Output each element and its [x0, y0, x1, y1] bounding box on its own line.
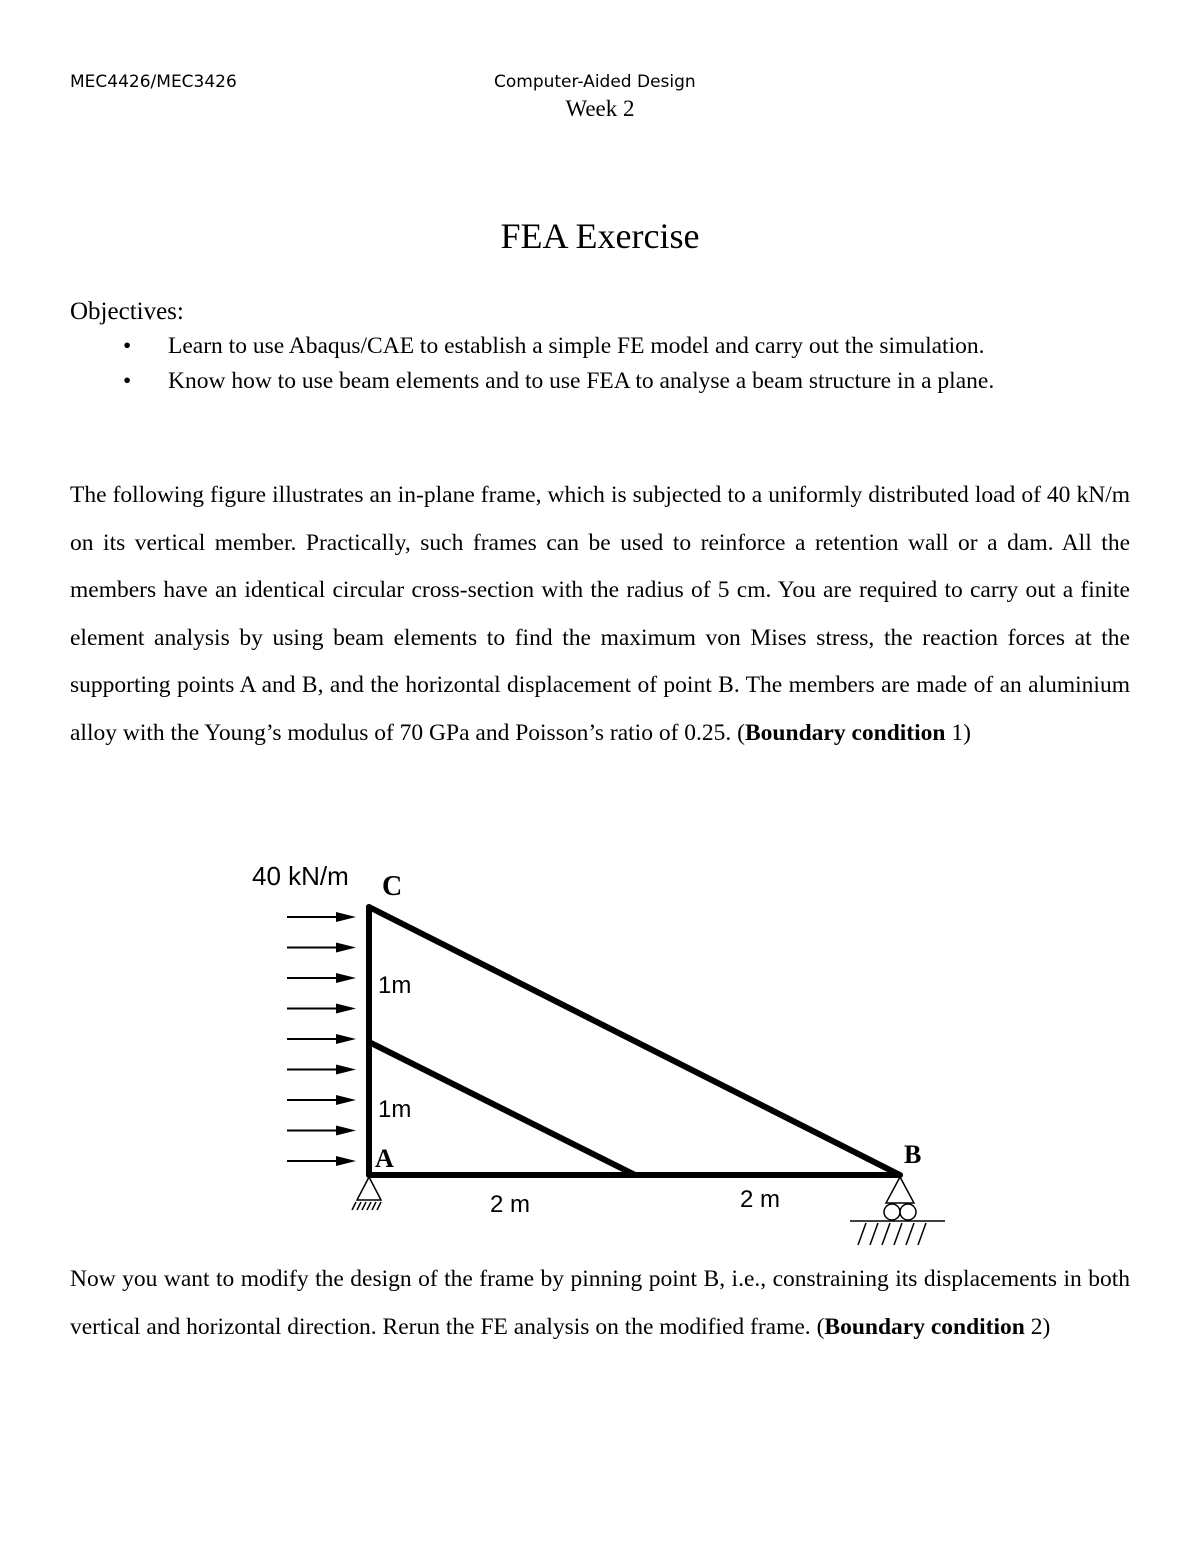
- list-item-text: Learn to use Abaqus/CAE to establish a simple FE model and carry out the simulation.: [168, 333, 985, 359]
- load-arrow-head-icon: [336, 1034, 356, 1044]
- course-code: MEC4426/MEC3426: [70, 72, 237, 92]
- load-arrow-head-icon: [336, 1065, 356, 1075]
- distributed-load-arrows: [287, 912, 356, 1166]
- upper-segment-length: 1m: [378, 972, 412, 999]
- bc-number: 2): [1024, 1313, 1051, 1340]
- load-arrow-head-icon: [336, 943, 356, 953]
- paragraph-text: The following figure illustrates an in-plane frame, which is subjected to a uniformly distributed load of 40 kN/m on its vertical member. Practically, such frames can be used to reinforce a retention wall or a dam. All the members have an identical circular cross-section with the radius of 5 cm. You are required to carry out a finite element analysis by using beam elements to find the maximum von Mises stress, the reaction forces at the supporting points A and B, and the horizontal displacement of point B. The members are made of an aluminium alloy with the Young’s modulus of 70 GPa and Poisson’s ratio of 0.25.: [70, 482, 1130, 746]
- load-arrow-head-icon: [336, 1004, 356, 1014]
- load-arrow-head-icon: [336, 1095, 356, 1105]
- subject: Computer-Aided Design: [494, 72, 696, 92]
- paragraph-text: Now you want to modify the design of the frame by pinning point B, i.e., constraining its displacements in both vertical and horizontal direction. Rerun the FE analysis on the modified frame.: [70, 1266, 1130, 1340]
- bc-label: Boundary condition: [745, 719, 946, 746]
- roller-support-b: [850, 1177, 945, 1245]
- list-item-text: Know how to use beam elements and to use FEA to analyse a beam structure in a plane.: [168, 368, 995, 394]
- week: Week 2: [565, 96, 635, 121]
- left-span-length: 2 m: [490, 1191, 531, 1218]
- objectives-heading: Objectives:: [70, 298, 184, 325]
- list-item: • Learn to use Abaqus/CAE to establish a simple FE model and carry out the simulation.: [123, 333, 985, 359]
- load-label: 40 kN/m: [252, 861, 349, 891]
- load-arrow-head-icon: [336, 912, 356, 922]
- page-title: FEA Exercise: [500, 216, 700, 256]
- paren: (: [731, 719, 745, 746]
- node-a-label: A: [375, 1144, 394, 1173]
- long-diagonal-member: [369, 907, 900, 1175]
- right-span-length: 2 m: [740, 1186, 781, 1213]
- list-item: • Know how to use beam elements and to use FEA to analyse a beam structure in a plane.: [123, 368, 995, 394]
- load-arrow-head-icon: [336, 1126, 356, 1136]
- paren: (: [810, 1313, 825, 1340]
- load-arrow-head-icon: [336, 973, 356, 983]
- bc-label: Boundary condition: [824, 1313, 1025, 1340]
- node-c-label: C: [382, 871, 403, 902]
- frame-members: [369, 907, 900, 1175]
- node-b-label: B: [904, 1140, 922, 1169]
- bc-number: 1): [945, 719, 971, 746]
- load-arrow-head-icon: [336, 1156, 356, 1166]
- lower-segment-length: 1m: [378, 1096, 412, 1123]
- modification-paragraph: [70, 1256, 1130, 1351]
- pin-support-a: [352, 1177, 381, 1210]
